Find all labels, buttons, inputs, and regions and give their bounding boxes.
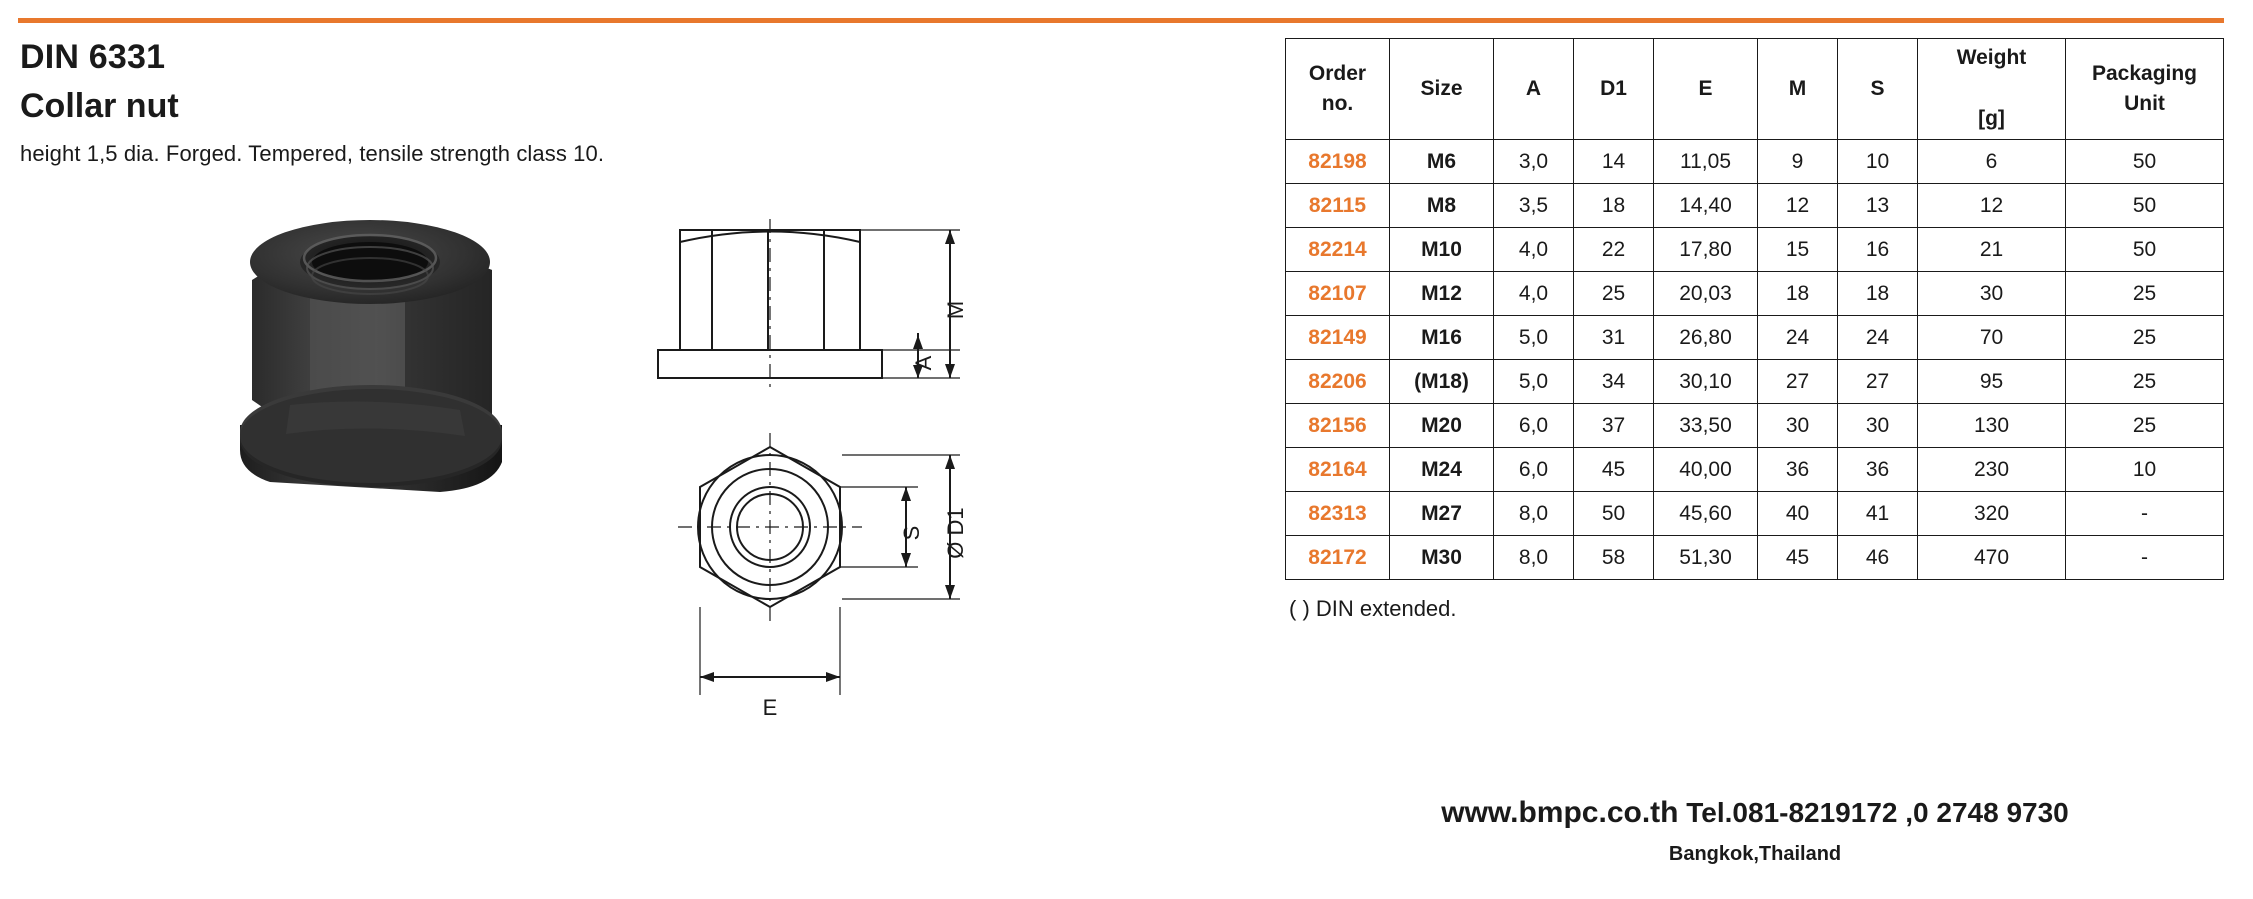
cell-packaging-unit: 50 [2066,228,2224,272]
cell-a: 4,0 [1494,272,1574,316]
cell-d1: 31 [1574,316,1654,360]
cell-order-no[interactable]: 82107 [1286,272,1390,316]
table-note: ( ) DIN extended. [1289,596,1457,621]
specification-section [1285,38,2225,622]
cell-packaging-unit: 25 [2066,272,2224,316]
cell-m: 24 [1758,316,1838,360]
footer-contact-line [1285,795,2225,831]
cell-a: 3,0 [1494,140,1574,184]
column-header-s: S [1838,39,1918,140]
cell-d1: 18 [1574,184,1654,228]
cell-order-no[interactable]: 82313 [1286,492,1390,536]
cell-size: M8 [1390,184,1494,228]
column-header-e: E [1654,39,1758,140]
cell-e: 45,60 [1654,492,1758,536]
cell-packaging-unit: 25 [2066,404,2224,448]
table-row [1286,272,2224,316]
dimension-label-a: A [911,355,936,371]
cell-a: 8,0 [1494,536,1574,580]
cell-s: 18 [1838,272,1918,316]
dimension-label-d1: Ø D1 [943,507,968,559]
cell-packaging-unit: - [2066,492,2224,536]
cell-e: 17,80 [1654,228,1758,272]
cell-a: 6,0 [1494,448,1574,492]
cell-d1: 45 [1574,448,1654,492]
cell-weight: 130 [1918,404,2066,448]
cell-d1: 34 [1574,360,1654,404]
cell-m: 15 [1758,228,1838,272]
cell-size: M12 [1390,272,1494,316]
cell-packaging-unit: 25 [2066,360,2224,404]
cell-a: 6,0 [1494,404,1574,448]
cell-size: M27 [1390,492,1494,536]
cell-order-no[interactable]: 82149 [1286,316,1390,360]
cell-size: M24 [1390,448,1494,492]
cell-size: M20 [1390,404,1494,448]
cell-weight: 470 [1918,536,2066,580]
column-header-weight [1918,39,2066,140]
cell-e: 11,05 [1654,140,1758,184]
cell-m: 12 [1758,184,1838,228]
cell-s: 24 [1838,316,1918,360]
table-row [1286,448,2224,492]
dimension-label-s: S [899,525,924,541]
table-row [1286,360,2224,404]
cell-d1: 22 [1574,228,1654,272]
cell-order-no[interactable]: 82172 [1286,536,1390,580]
footer [1285,795,2225,866]
column-header-size: Size [1390,39,1494,140]
specification-table [1285,38,2224,580]
column-header-m: M [1758,39,1838,140]
cell-size: M6 [1390,140,1494,184]
cell-weight: 95 [1918,360,2066,404]
cell-s: 27 [1838,360,1918,404]
cell-order-no[interactable]: 82164 [1286,448,1390,492]
table-row [1286,140,2224,184]
cell-weight: 12 [1918,184,2066,228]
collar-nut-photo [230,200,590,510]
cell-packaging-unit: 50 [2066,184,2224,228]
cell-d1: 14 [1574,140,1654,184]
cell-s: 41 [1838,492,1918,536]
cell-m: 30 [1758,404,1838,448]
cell-e: 14,40 [1654,184,1758,228]
cell-packaging-unit: 50 [2066,140,2224,184]
column-header-a: A [1494,39,1574,140]
cell-e: 33,50 [1654,404,1758,448]
dimension-label-m: M [943,300,968,320]
cell-packaging-unit: - [2066,536,2224,580]
cell-m: 18 [1758,272,1838,316]
column-header-packaging-unit [2066,39,2224,140]
cell-s: 10 [1838,140,1918,184]
cell-size: M16 [1390,316,1494,360]
cell-e: 20,03 [1654,272,1758,316]
part-description: height 1,5 dia. Forged. Tempered, tensile strength class 10. [20,141,605,167]
cell-d1: 37 [1574,404,1654,448]
cell-s: 46 [1838,536,1918,580]
cell-e: 51,30 [1654,536,1758,580]
table-row [1286,228,2224,272]
cell-size: M10 [1390,228,1494,272]
pack-header-line1: Packaging [2091,61,2198,85]
cell-weight: 320 [1918,492,2066,536]
cell-m: 40 [1758,492,1838,536]
pack-header-line2: Unit [2124,92,2165,115]
weight-header-line2: [g] [1978,107,2005,131]
technical-drawings [650,215,1210,835]
cell-a: 4,0 [1494,228,1574,272]
phone-number: Tel.081-8219172 ,0 2748 9730 [1686,797,2069,828]
table-row [1286,536,2224,580]
cell-e: 30,10 [1654,360,1758,404]
table-row [1286,492,2224,536]
cell-m: 9 [1758,140,1838,184]
cell-size: M30 [1390,536,1494,580]
dimension-label-e: E [762,695,778,720]
column-header-order-no [1286,39,1390,140]
cell-size: (M18) [1390,360,1494,404]
table-row [1286,404,2224,448]
cell-s: 13 [1838,184,1918,228]
cell-weight: 230 [1918,448,2066,492]
column-header-d1: D1 [1574,39,1654,140]
cell-e: 40,00 [1654,448,1758,492]
cell-order-no[interactable]: 82198 [1286,140,1390,184]
table-row [1286,184,2224,228]
cell-s: 16 [1838,228,1918,272]
cell-a: 5,0 [1494,316,1574,360]
cell-order-no[interactable]: 82214 [1286,228,1390,272]
cell-packaging-unit: 10 [2066,448,2224,492]
cell-a: 8,0 [1494,492,1574,536]
cell-weight: 21 [1918,228,2066,272]
cell-m: 36 [1758,448,1838,492]
website-link[interactable]: www.bmpc.co.th [1441,796,1679,829]
cell-s: 30 [1838,404,1918,448]
cell-order-no[interactable]: 82206 [1286,360,1390,404]
cell-s: 36 [1838,448,1918,492]
part-name: Collar nut [20,87,179,126]
page-title: DIN 6331 [20,38,166,76]
cell-weight: 30 [1918,272,2066,316]
footer-location: Bangkok,Thailand [1668,843,1842,865]
cell-m: 45 [1758,536,1838,580]
cell-a: 3,5 [1494,184,1574,228]
table-row [1286,316,2224,360]
cell-e: 26,80 [1654,316,1758,360]
cell-order-no[interactable]: 82115 [1286,184,1390,228]
cell-d1: 50 [1574,492,1654,536]
cell-d1: 25 [1574,272,1654,316]
cell-order-no[interactable]: 82156 [1286,404,1390,448]
top-accent-rule [18,18,2224,23]
cell-weight: 6 [1918,140,2066,184]
order-header-line1: Order [1308,61,1367,85]
weight-header-line1: Weight [1956,46,2027,70]
cell-m: 27 [1758,360,1838,404]
order-header-line2: no. [1321,92,1354,115]
cell-weight: 70 [1918,316,2066,360]
table-header-row [1286,39,2224,140]
cell-d1: 58 [1574,536,1654,580]
cell-a: 5,0 [1494,360,1574,404]
cell-packaging-unit: 25 [2066,316,2224,360]
